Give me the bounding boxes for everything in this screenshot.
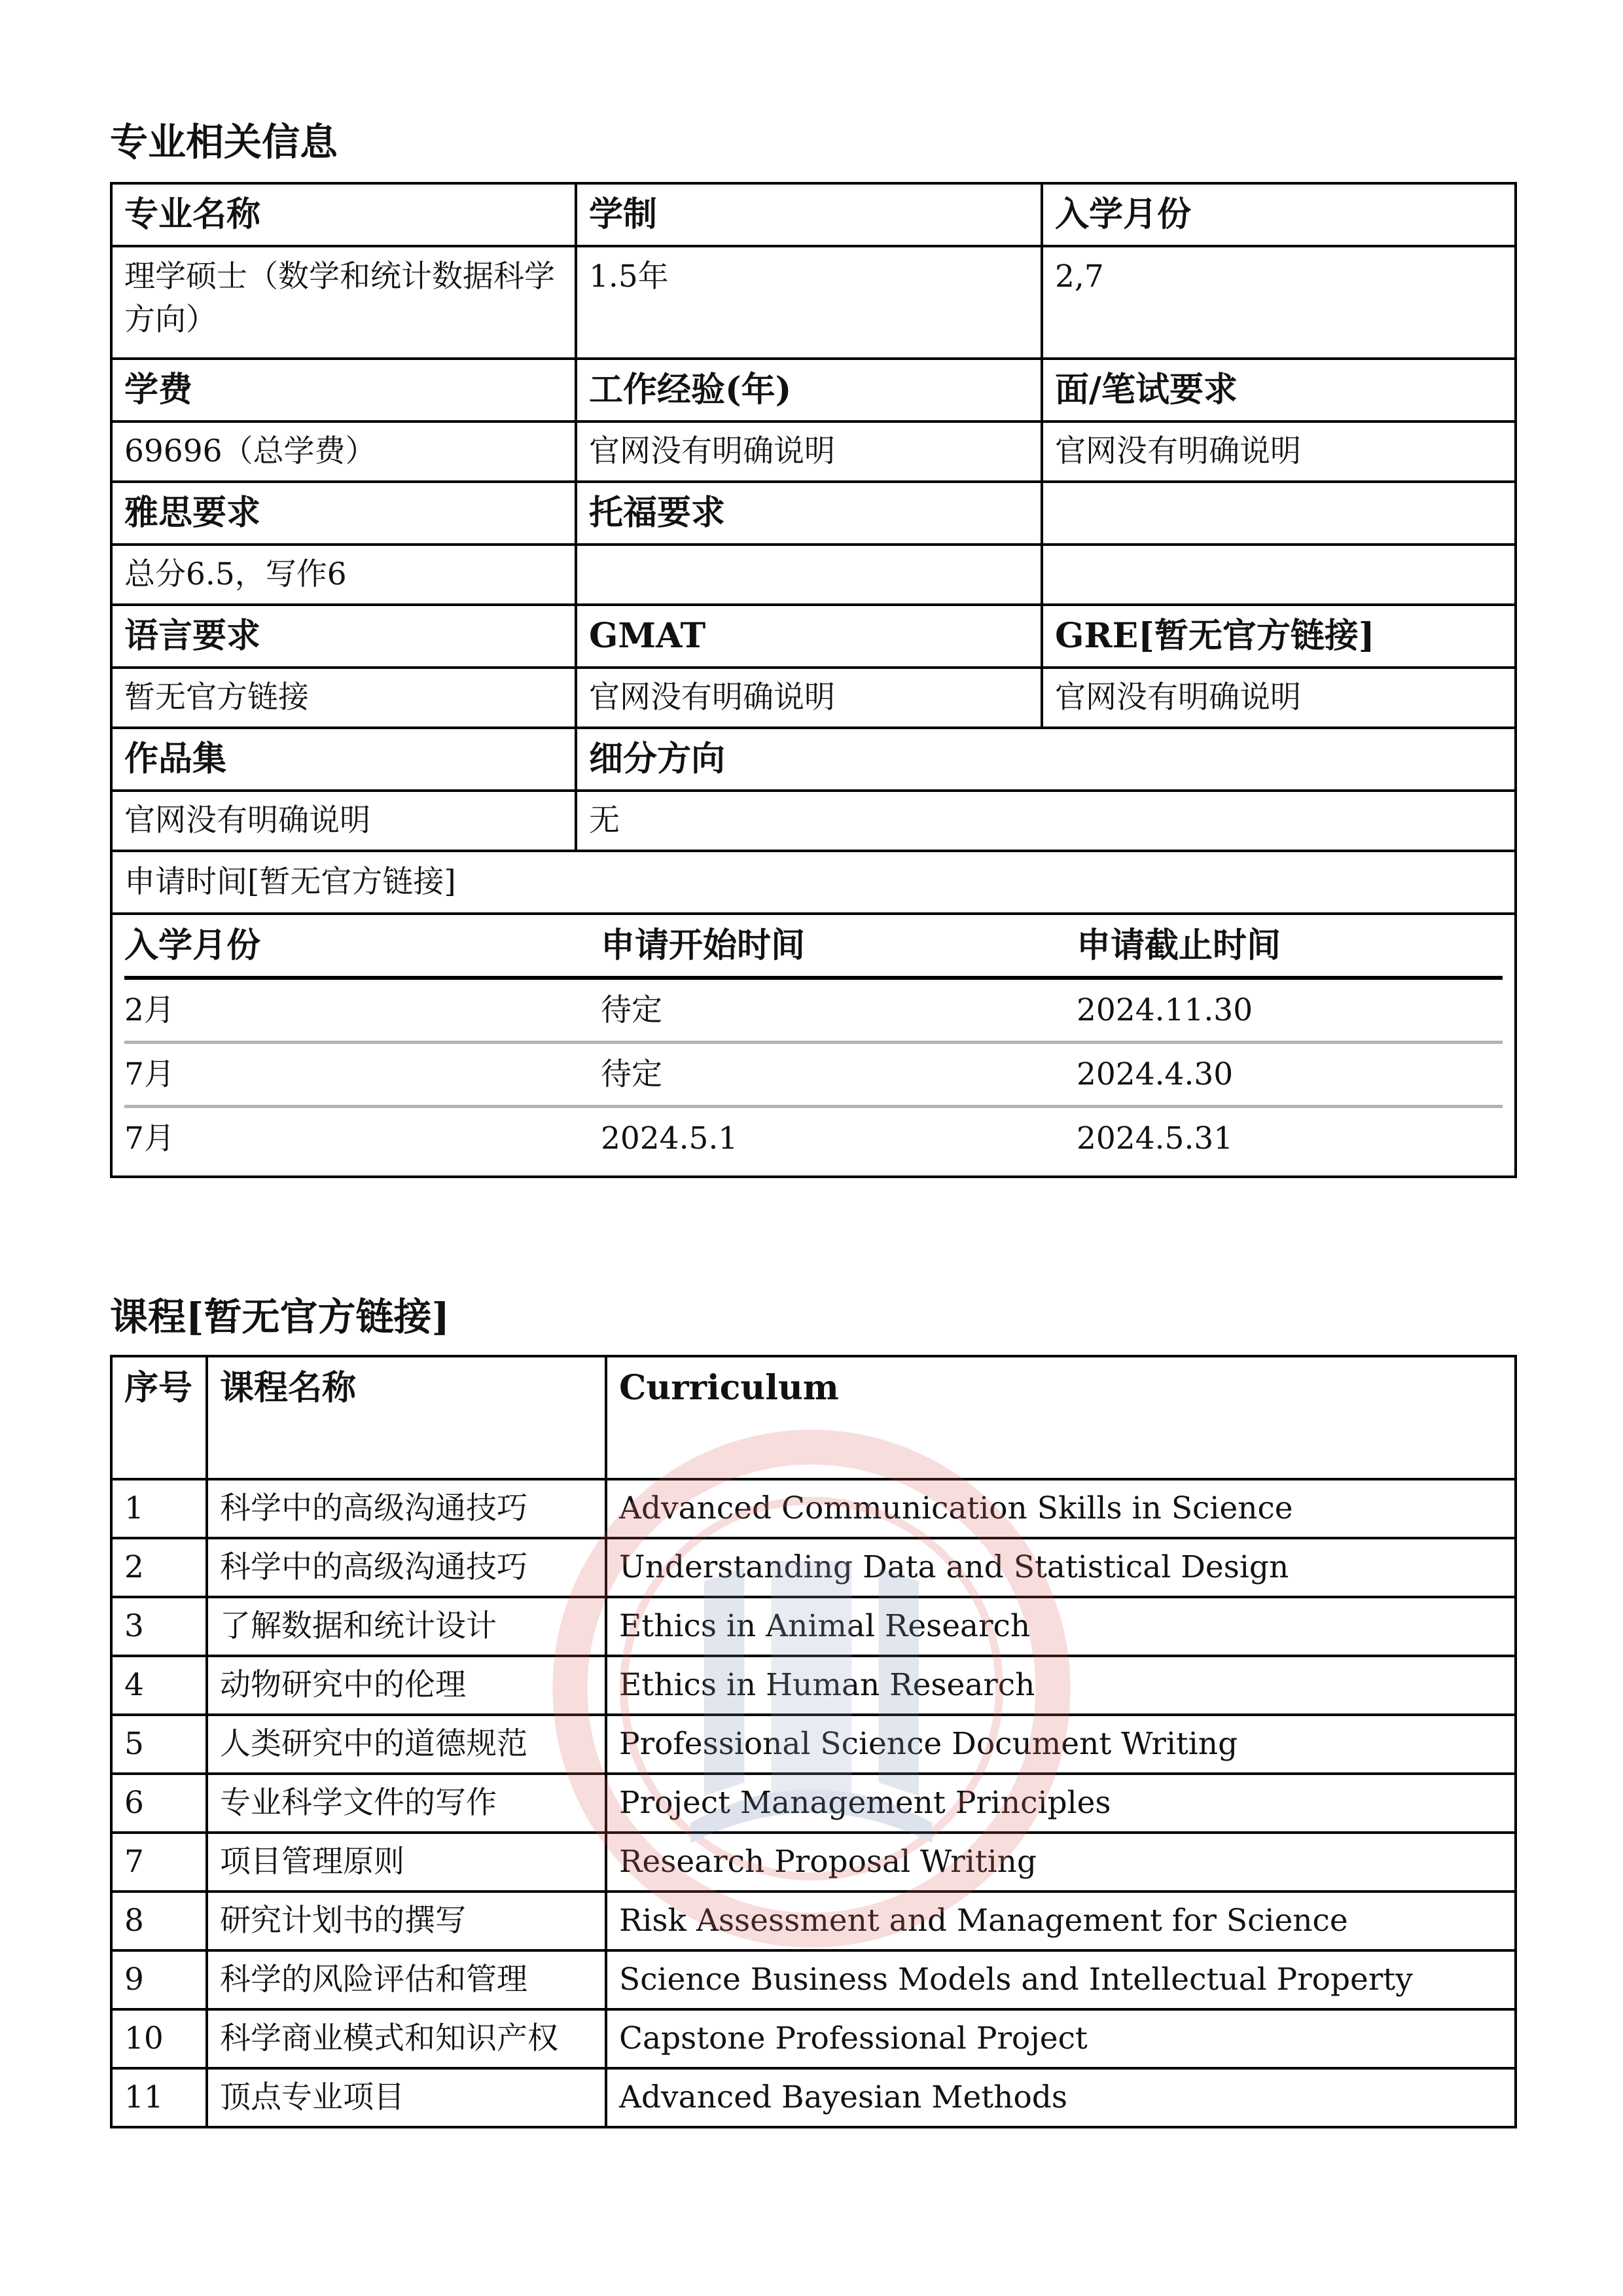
course-index: 10 [111,2009,207,2068]
application-deadline: 2024.4.30 [1077,1056,1234,1092]
value-work-experience: 官网没有明确说明 [576,422,1042,482]
value-empty [1042,545,1516,605]
course-name-cn: 专业科学文件的写作 [207,1774,606,1833]
label-program-name: 专业名称 [111,183,576,246]
course-row [111,1833,1516,1892]
label-empty [1042,482,1516,545]
application-open: 待定 [601,1056,662,1092]
header-curriculum: Curriculum [606,1356,1516,1479]
course-name-en: Capstone Professional Project [606,2009,1516,2068]
application-time-note: 申请时间[暂无官方链接] [113,852,1514,915]
curriculum-table [110,1355,1517,2128]
label-intake-month: 入学月份 [1042,183,1516,246]
application-intake: 7月 [124,1056,175,1092]
label-portfolio: 作品集 [111,728,576,791]
application-row [124,1108,1503,1169]
application-deadline: 2024.5.31 [1077,1120,1234,1157]
section-title-curriculum: 课程[暂无官方链接] [110,1295,450,1339]
course-row [111,2009,1516,2068]
course-name-en: Ethics in Animal Research [606,1597,1516,1656]
course-name-en: Advanced Communication Skills in Science [606,1479,1516,1538]
label-gre: GRE[暂无官方链接] [1042,605,1516,668]
application-row [124,1044,1503,1108]
course-name-en: Professional Science Document Writing [606,1715,1516,1774]
label-tuition: 学费 [111,359,576,422]
course-name-cn: 科学的风险评估和管理 [207,1950,606,2009]
course-name-en: Understanding Data and Statistical Design [606,1538,1516,1597]
header-course-name: 课程名称 [207,1356,606,1479]
course-index: 4 [111,1656,207,1715]
value-ielts: 总分6.5，写作6 [111,545,576,605]
application-header-intake: 入学月份 [124,925,261,965]
course-row [111,1715,1516,1774]
label-toefl: 托福要求 [576,482,1042,545]
value-intake-month: 2,7 [1042,246,1516,359]
course-name-cn: 动物研究中的伦理 [207,1656,606,1715]
value-portfolio: 官网没有明确说明 [111,791,576,851]
course-name-cn: 人类研究中的道德规范 [207,1715,606,1774]
label-specialization: 细分方向 [576,728,1516,791]
application-header-open: 申请开始时间 [601,925,806,965]
application-time-table [113,915,1514,1175]
application-header-deadline: 申请截止时间 [1077,925,1281,965]
course-row [111,1538,1516,1597]
value-interview-requirement: 官网没有明确说明 [1042,422,1516,482]
application-open: 待定 [601,992,662,1028]
course-name-en: Science Business Models and Intellectual Property [606,1950,1516,2009]
course-name-cn: 研究计划书的撰写 [207,1892,606,1950]
value-program-name: 理学硕士（数学和统计数据科学方向） [111,246,576,359]
label-language: 语言要求 [111,605,576,668]
course-index: 11 [111,2068,207,2127]
application-open: 2024.5.1 [601,1120,738,1157]
course-row [111,1892,1516,1950]
course-name-en: Project Management Principles [606,1774,1516,1833]
course-index: 8 [111,1892,207,1950]
course-name-en: Risk Assessment and Management for Science [606,1892,1516,1950]
course-name-cn: 顶点专业项目 [207,2068,606,2127]
course-index: 9 [111,1950,207,2009]
label-interview-requirement: 面/笔试要求 [1042,359,1516,422]
course-name-en: Advanced Bayesian Methods [606,2068,1516,2127]
application-intake: 7月 [124,1120,175,1157]
section-title-program-info: 专业相关信息 [110,120,338,164]
course-row [111,1479,1516,1538]
header-index: 序号 [111,1356,207,1479]
value-gmat: 官网没有明确说明 [576,668,1042,728]
course-index: 5 [111,1715,207,1774]
value-specialization: 无 [576,791,1516,851]
application-time-cell [111,851,1516,1177]
course-row [111,1774,1516,1833]
course-row [111,1950,1516,2009]
course-row [111,1656,1516,1715]
course-index: 7 [111,1833,207,1892]
value-tuition: 69696（总学费） [111,422,576,482]
course-row [111,2068,1516,2127]
application-intake: 2月 [124,992,175,1028]
course-name-cn: 了解数据和统计设计 [207,1597,606,1656]
value-gre: 官网没有明确说明 [1042,668,1516,728]
course-index: 2 [111,1538,207,1597]
course-name-cn: 科学中的高级沟通技巧 [207,1538,606,1597]
course-name-cn: 项目管理原则 [207,1833,606,1892]
value-toefl [576,545,1042,605]
course-name-en: Research Proposal Writing [606,1833,1516,1892]
program-info-table [110,182,1517,1178]
course-row [111,1597,1516,1656]
label-work-experience: 工作经验(年) [576,359,1042,422]
label-duration: 学制 [576,183,1042,246]
value-duration: 1.5年 [576,246,1042,359]
course-index: 3 [111,1597,207,1656]
application-header-row [124,915,1503,980]
label-gmat: GMAT [576,605,1042,668]
course-name-cn: 科学商业模式和知识产权 [207,2009,606,2068]
application-deadline: 2024.11.30 [1077,992,1253,1028]
course-index: 1 [111,1479,207,1538]
course-name-cn: 科学中的高级沟通技巧 [207,1479,606,1538]
application-row [124,980,1503,1044]
label-ielts: 雅思要求 [111,482,576,545]
value-language: 暂无官方链接 [111,668,576,728]
course-index: 6 [111,1774,207,1833]
course-name-en: Ethics in Human Research [606,1656,1516,1715]
